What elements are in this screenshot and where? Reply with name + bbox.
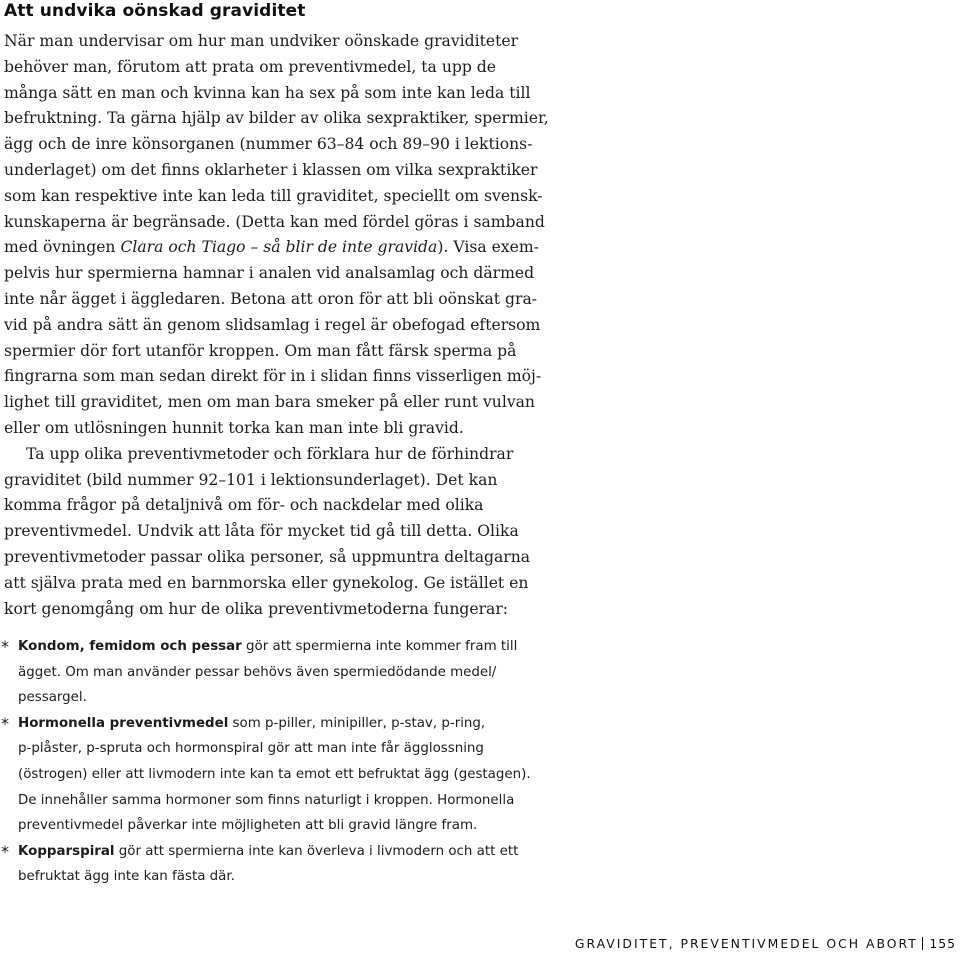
list-item-line: De innehåller samma hormoner som finns naturligt i kroppen. Hormonella bbox=[18, 792, 515, 808]
asterisk-bullet-icon: * bbox=[1, 713, 9, 733]
asterisk-bullet-icon: * bbox=[1, 841, 9, 861]
text-line: som kan respektive inte kan leda till graviditet, speciellt om svensk- bbox=[4, 186, 543, 205]
list-item-line bbox=[18, 634, 580, 660]
text-line: ägg och de inre könsorganen (nummer 63–84 och 89–90 i lektions- bbox=[4, 135, 533, 154]
text-fragment: som p-piller, minipiller, p-stav, p-ring, bbox=[228, 715, 486, 731]
text-line: många sätt en man och kvinna kan ha sex på som inte kan leda till bbox=[4, 83, 531, 102]
text-line: underlaget) om det finns oklarheter i klassen om vilka sexpraktiker bbox=[4, 160, 538, 179]
text-line: lighet till graviditet, men om man bara smeker på eller runt vulvan bbox=[4, 393, 535, 412]
list-item-line: preventivmedel påverkar inte möjligheten att bli gravid längre fram. bbox=[18, 818, 478, 834]
contraceptive-list bbox=[0, 634, 580, 890]
text-line: komma frågor på detaljnivå om för- och nackdelar med olika bbox=[4, 496, 484, 515]
paragraph-1 bbox=[4, 29, 560, 442]
page-number: 155 bbox=[929, 936, 956, 951]
page-footer bbox=[575, 936, 956, 952]
exercise-title: Clara och Tiago – så blir de inte gravida bbox=[120, 238, 438, 257]
text-line: behöver man, förutom att prata om preventivmedel, ta upp de bbox=[4, 57, 496, 76]
list-item-line bbox=[18, 839, 580, 865]
text-line: inte når ägget i äggledaren. Betona att oron för att bli oönskat gra- bbox=[4, 289, 538, 308]
list-item bbox=[0, 839, 580, 890]
text-line: pelvis hur spermierna hamnar i analen vid analsamlag och därmed bbox=[4, 264, 535, 283]
list-item-line bbox=[18, 711, 580, 737]
list-item-term: Kondom, femidom och pessar bbox=[18, 639, 242, 654]
text-line: kunskaperna är begränsade. (Detta kan med fördel göras i samband bbox=[4, 212, 545, 231]
text-line: När man undervisar om hur man undviker oönskade graviditeter bbox=[4, 32, 519, 50]
text-line: eller om utlösningen hunnit torka kan man inte bli gravid. bbox=[4, 418, 464, 437]
text-line: att själva prata med en barnmorska eller gynekolog. Ge istället en bbox=[4, 573, 529, 592]
text-line: preventivmetoder passar olika personer, så uppmuntra deltagarna bbox=[4, 547, 531, 566]
body-text bbox=[4, 29, 560, 622]
text-fragment: gör att spermierna inte kan överleva i livmodern och att ett bbox=[114, 843, 519, 859]
asterisk-bullet-icon: * bbox=[1, 637, 9, 656]
list-item-line: ägget. Om man använder pessar behövs även spermiedödande medel/ bbox=[18, 664, 497, 680]
text-line bbox=[4, 235, 560, 261]
text-line: preventivmedel. Undvik att låta för mycket tid gå till detta. Olika bbox=[4, 522, 519, 541]
text-line: Ta upp olika preventivmetoder och förklara hur de förhindrar bbox=[26, 444, 514, 463]
list-item bbox=[0, 634, 580, 711]
paragraph-2 bbox=[4, 442, 560, 623]
text-line: spermier dör fort utanför kroppen. Om man fått färsk sperma på bbox=[4, 341, 517, 360]
text-fragment: ). Visa exem- bbox=[437, 238, 539, 257]
text-fragment: med övningen bbox=[4, 238, 121, 257]
list-item-term: Hormonella preventivmedel bbox=[18, 715, 229, 731]
text-line: vid på andra sätt än genom slidsamlag i regel är obefogad eftersom bbox=[4, 315, 541, 334]
footer-divider bbox=[922, 937, 924, 950]
list-item-line: p-plåster, p-spruta och hormonspiral gör att man inte får ägglossning bbox=[18, 741, 484, 757]
text-line: graviditet (bild nummer 92–101 i lektionsunderlaget). Det kan bbox=[4, 470, 498, 489]
text-line: fingrarna som man sedan direkt för in i slidan finns visserligen möj- bbox=[4, 367, 542, 386]
list-item-line: befruktat ägg inte kan fästa där. bbox=[18, 869, 235, 885]
text-line: kort genomgång om hur de olika preventivmetoderna fungerar: bbox=[4, 599, 509, 618]
section-heading: Att undvika oönskad graviditet bbox=[4, 1, 306, 21]
list-item bbox=[0, 711, 580, 839]
text-fragment: gör att spermierna inte kommer fram till bbox=[241, 639, 518, 654]
text-line: befruktning. Ta gärna hjälp av bilder av olika sexpraktiker, spermier, bbox=[4, 109, 549, 128]
list-item-line: (östrogen) eller att livmodern inte kan ta emot ett befruktat ägg (gestagen). bbox=[18, 766, 531, 782]
list-item-term: Kopparspiral bbox=[18, 843, 115, 859]
running-section-title: GRAVIDITET, PREVENTIVMEDEL OCH ABORT bbox=[574, 936, 918, 951]
list-item-line: pessargel. bbox=[18, 690, 87, 706]
